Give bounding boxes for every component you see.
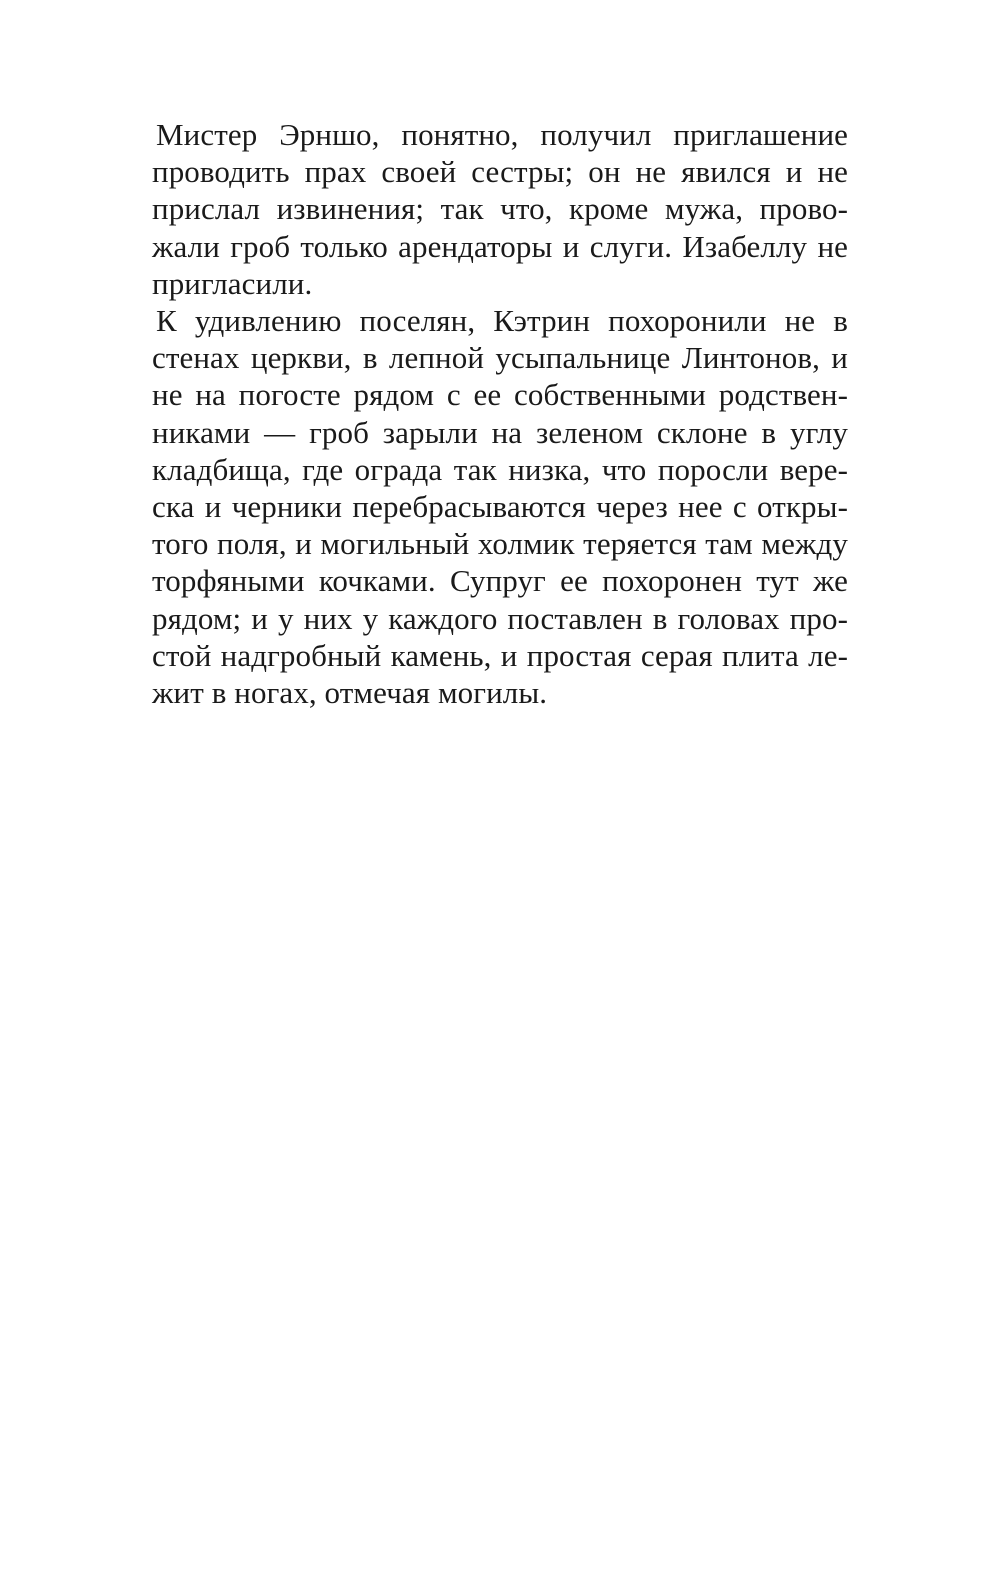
text-line: того поля, и могильный холмик теряется там между [152, 526, 848, 562]
text-line: не на погосте рядом с ее собственными родствен- [152, 377, 848, 413]
text-line: Мистер Эрншо, понятно, получил приглашение [156, 117, 848, 152]
body-text [152, 116, 848, 711]
text-line: К удивлению поселян, Кэтрин похоронили не в [156, 303, 848, 339]
text-line: стой надгробный камень, и простая серая плита ле- [152, 637, 848, 673]
text-line: жит в ногах, отмечая могилы. [152, 675, 548, 711]
text-line: прислал извинения; так что, кроме мужа, прово- [152, 191, 848, 227]
text-line: никами — гроб зарыли на зеленом склоне в углу [152, 414, 848, 450]
text-line: жали гроб только арендаторы и слуги. Изабеллу не [152, 228, 848, 264]
text-line: ска и черники перебрасываются через нее с откры- [152, 489, 848, 525]
text-line: кладбища, где ограда так низка, что поросли вере- [152, 451, 848, 487]
text-line: пригласили. [152, 265, 313, 301]
text-line: проводить прах своей сестры; он не явился и не [152, 154, 848, 190]
paragraph-2 [152, 302, 848, 711]
paragraph-1 [152, 116, 848, 302]
text-line: рядом; и у них у каждого поставлен в головах про- [152, 600, 848, 636]
text-line: торфяными кочками. Супруг ее похоронен тут же [152, 563, 848, 599]
text-line: стенах церкви, в лепной усыпальнице Линтонов, и [152, 340, 848, 376]
